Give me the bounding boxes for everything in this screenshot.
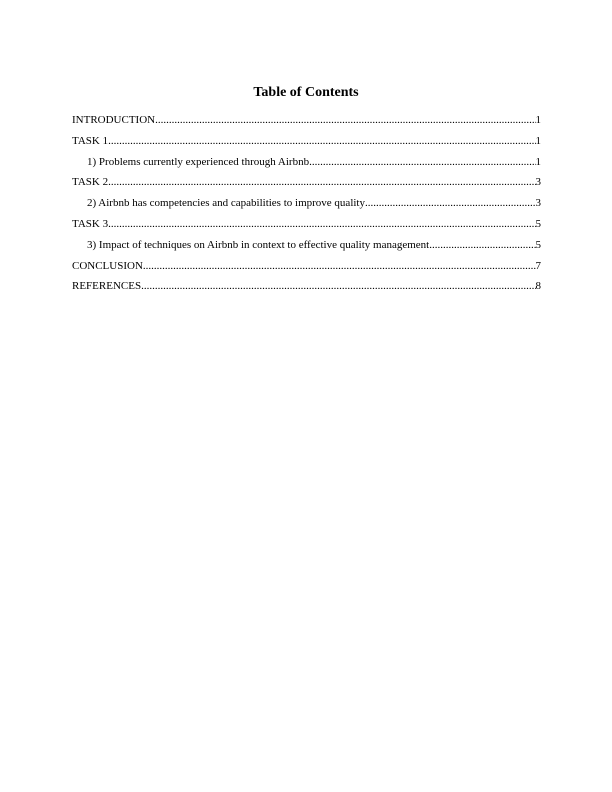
toc-entry-task-1[interactable] (72, 134, 541, 155)
toc-entry-references[interactable] (72, 279, 541, 300)
toc-page-number: 3 (535, 176, 541, 189)
toc-entry-competencies[interactable] (72, 196, 541, 217)
toc-entry-introduction[interactable] (72, 113, 541, 134)
toc-page-number: 1 (535, 155, 541, 168)
toc-page-number: 8 (535, 280, 541, 293)
toc-dot-leader (309, 155, 535, 169)
toc-entry-text: TASK 2 (72, 176, 109, 189)
toc-entry-impact[interactable] (72, 238, 541, 259)
toc-dot-leader (141, 279, 535, 293)
toc-entry-text: INTRODUCTION (72, 114, 156, 126)
toc-dot-leader (365, 196, 536, 210)
toc-entry-task-2[interactable] (72, 175, 541, 196)
toc-entry-text: 2) Airbnb has competencies and capabilities to improve quality (87, 197, 365, 210)
toc-entry-text: CONCLUSION (72, 259, 143, 272)
toc-dot-leader (429, 238, 535, 252)
toc-entry-text: 1) Problems currently experienced through Airbnb (87, 155, 310, 168)
toc-page-number: 5 (535, 238, 541, 251)
toc-dot-leader (155, 113, 535, 127)
toc-entry-text: TASK 3 (72, 217, 109, 230)
toc-entry-task-3[interactable] (72, 217, 541, 238)
toc-title: Table of Contents (253, 85, 359, 100)
toc-entry-problems[interactable] (72, 155, 541, 176)
toc-entry-text: REFERENCES (72, 280, 142, 293)
toc-entry-text: 3) Impact of techniques on Airbnb in context to effective quality management (87, 238, 430, 251)
toc-entry-conclusion[interactable] (72, 259, 541, 280)
toc-page-number: 3 (535, 197, 541, 210)
toc-dot-leader (108, 217, 535, 231)
toc-dot-leader (143, 259, 536, 273)
toc-page-number: 7 (535, 259, 541, 272)
toc-list (72, 113, 541, 300)
toc-page-number: 5 (535, 217, 541, 230)
toc-dot-leader (108, 134, 535, 148)
toc-dot-leader (108, 175, 535, 189)
toc-page-number: 1 (535, 134, 541, 147)
toc-entry-text: TASK 1 (72, 134, 109, 147)
toc-page-number: 1 (535, 114, 541, 126)
